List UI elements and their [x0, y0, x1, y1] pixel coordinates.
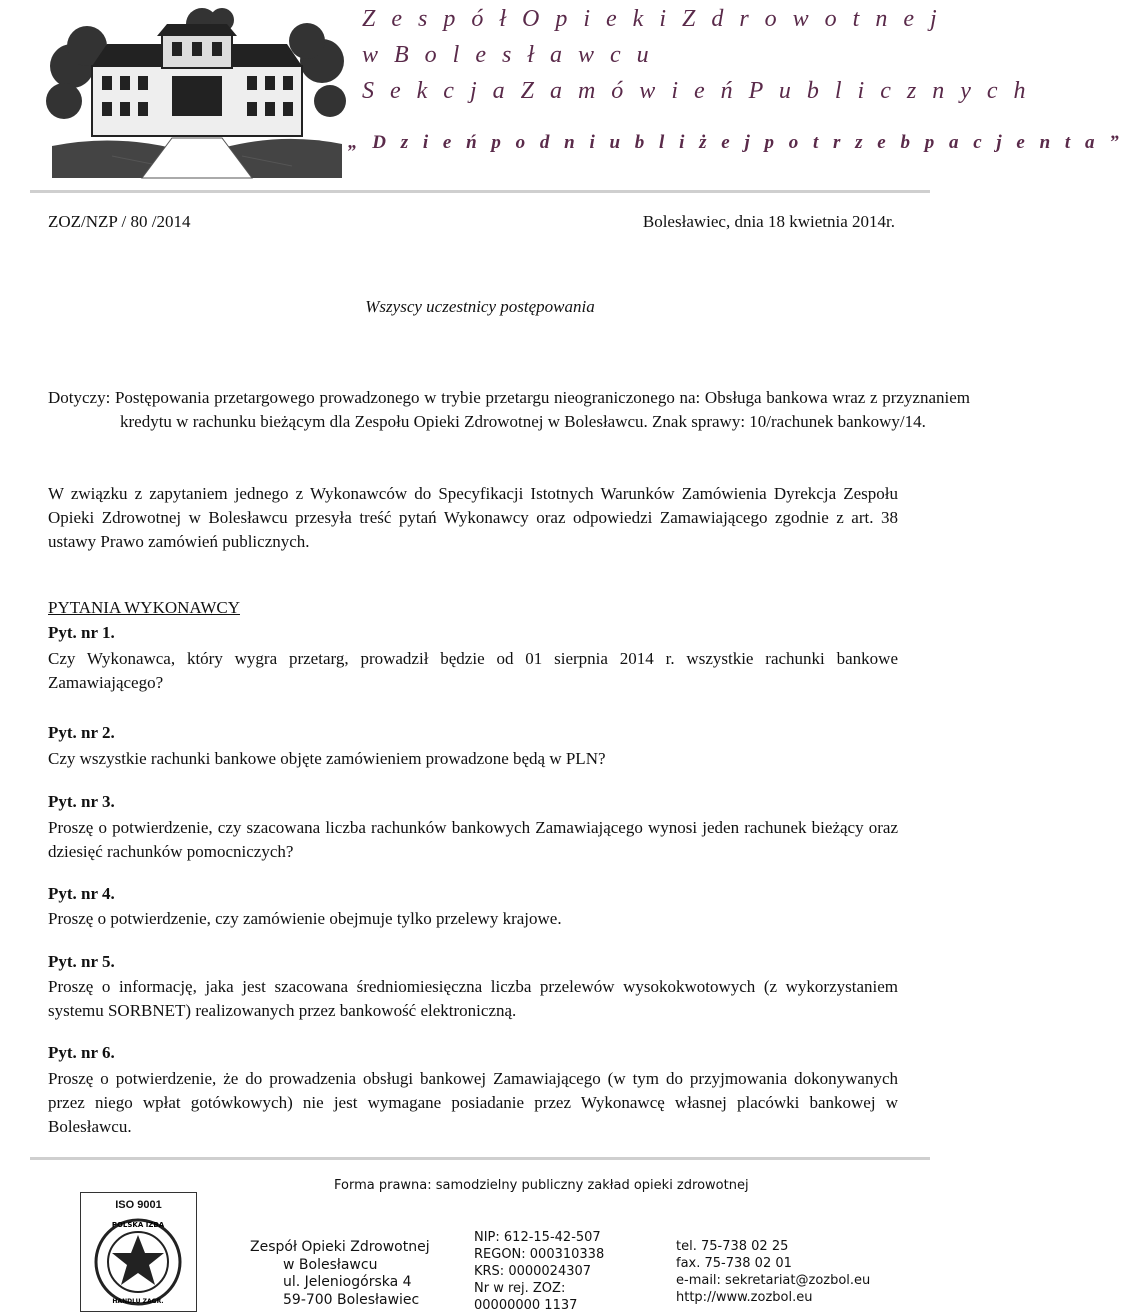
- question-text: Proszę o informację, jaka jest szacowana średniomiesięczna liczba przelewów wysokokwotowych (z wykorzystaniem systemu SORBNET) realizowanych przez bankowość elektroniczną.: [48, 977, 898, 1020]
- section-title: PYTANIA WYKONAWCY: [48, 598, 240, 617]
- org-name: Zespół Opieki Zdrowotnej: [250, 1239, 430, 1255]
- footer-divider: [30, 1157, 930, 1160]
- header-org-city: w B o l e s ł a w c u: [362, 42, 654, 68]
- question-text: Proszę o potwierdzenie, czy szacowana liczba rachunków bankowych Zamawiającego wynosi jeden rachunek bieżący oraz dziesięć rachunków pomocniczych?: [48, 818, 898, 861]
- question-label: Pyt. nr 6.: [48, 1043, 115, 1062]
- intro-paragraph: W związku z zapytaniem jednego z Wykonawców do Specyfikacji Istotnych Warunków Zamówienia Dyrekcja Zespołu Opieki Zdrowotnej w Bolesławcu przesyła treść pytań Wykonawcy oraz odpowiedzi Zamawiającego zgodnie z art. 38 ustawy Prawo zamówień publicznych.: [48, 484, 898, 551]
- website-link[interactable]: http://www.zozbol.eu: [676, 1290, 813, 1305]
- hospital-building-illustration: [52, 6, 342, 178]
- iso-label: ISO 9001: [115, 1199, 162, 1211]
- document-date: Bolesławiec, dnia 18 kwietnia 2014r.: [642, 212, 895, 231]
- question-label: Pyt. nr 5.: [48, 952, 115, 971]
- question-text: Czy Wykonawca, który wygra przetarg, prowadził będzie od 01 sierpnia 2014 r. wszystkie rachunki bankowe Zamawiającego?: [48, 649, 898, 692]
- phone: tel. 75-738 02 25: [676, 1239, 789, 1254]
- header-divider: [30, 190, 930, 193]
- question-text: Proszę o potwierdzenie, że do prowadzenia obsługi bankowej Zamawiającego (w tym do przyjmowania dokonywanych przez niego wpłat gotówkowych) nie jest wymagane posiadanie przez Wykonawcę własnej placówki bankowej w Bolesławcu.: [48, 1069, 898, 1136]
- question-text: Proszę o potwierdzenie, czy zamówienie obejmuje tylko przelewy krajowe.: [48, 909, 562, 928]
- document-reference: ZOZ/NZP / 80 /2014: [48, 212, 191, 231]
- org-city: w Bolesławcu: [283, 1257, 378, 1273]
- org-street: ul. Jeleniogórska 4: [283, 1274, 412, 1290]
- header-section: S e k c j a Z a m ó w i e ń P u b l i c z n y c h: [362, 78, 1031, 104]
- svg-text:POLSKA IZBA: POLSKA IZBA: [111, 1221, 165, 1229]
- registry-number: 00000000 1137: [474, 1298, 578, 1313]
- certification-box: [80, 1192, 197, 1312]
- email-link[interactable]: e-mail: sekretariat@zozbol.eu: [676, 1273, 871, 1288]
- svg-text:HANDLU ZAGR.: HANDLU ZAGR.: [112, 1298, 164, 1305]
- krs: KRS: 0000024307: [474, 1264, 592, 1279]
- addressee: Wszyscy uczestnicy postępowania: [365, 297, 595, 316]
- question-label: Pyt. nr 2.: [48, 723, 115, 742]
- chamber-seal-logo: [91, 1215, 186, 1307]
- fax: fax. 75-738 02 01: [676, 1256, 792, 1271]
- registry-number-label: Nr w rej. ZOZ:: [474, 1281, 566, 1296]
- regon: REGON: 000310338: [474, 1247, 605, 1262]
- subject-paragraph: Dotyczy: Postępowania przetargowego prowadzonego w trybie przetargu nieograniczonego na: Obsługa bankowa wraz z przyznaniem kredytu w rachunku bieżącym dla Zespołu Opieki Zdrowotnej w Bolesławcu. Znak sprawy: 10/rachunek bankowy/14.: [48, 388, 970, 431]
- question-label: Pyt. nr 4.: [48, 884, 115, 903]
- legal-form: Forma prawna: samodzielny publiczny zakład opieki zdrowotnej: [334, 1178, 749, 1193]
- question-text: Czy wszystkie rachunki bankowe objęte zamówieniem prowadzone będą w PLN?: [48, 749, 606, 768]
- question-label: Pyt. nr 3.: [48, 792, 115, 811]
- org-postal: 59-700 Bolesławiec: [283, 1292, 420, 1308]
- header-org-name: Z e s p ó ł O p i e k i Z d r o w o t n e j: [362, 6, 942, 32]
- nip: NIP: 612-15-42-507: [474, 1230, 601, 1245]
- header-motto: „ D z i e ń p o d n i u b l i ż e j p o t r z e b p a c j e n t a ”: [348, 132, 1124, 153]
- question-label: Pyt. nr 1.: [48, 623, 115, 642]
